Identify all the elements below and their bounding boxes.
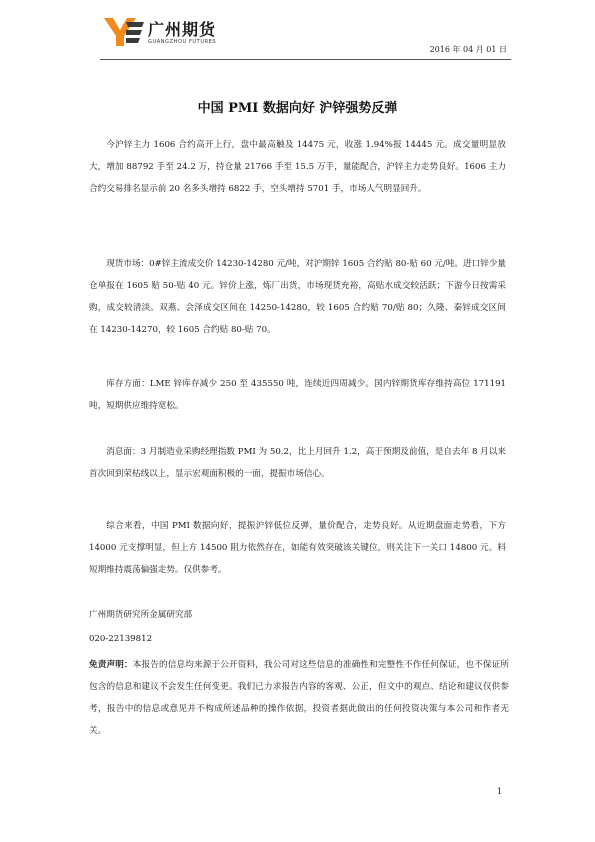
contact-phone: 020-22139812: [89, 634, 153, 644]
disclaimer: [89, 654, 509, 742]
header-divider: [100, 59, 511, 60]
disclaimer-label: 免责声明：: [89, 660, 133, 670]
research-department: 广州期货研究所金属研究部: [89, 610, 193, 620]
brand-name-cn: 广州期货: [148, 20, 217, 39]
report-title: 中国 PMI 数据向好 沪锌强势反弹: [197, 101, 398, 116]
paragraph-market-overview: 今沪锌主力 1606 合约高开上行，盘中最高触及 14475 元，收涨 1.94%报 14445 元。成交量明显放大，增加 88792 手至 24.2 万，持仓量 21766 手至 15.5 万手，量能配合，沪锌主力走势良好。1606 主力合约交易排名显示前 20 名多头增持 6822 手，空头增持 5701 手，市场人气明显回升。: [89, 140, 506, 194]
paragraph-inventory: 库存方面：LME 锌库存减少 250 至 435550 吨，连续近四周减少。国内锌期货库存维持高位 171191 吨，短期供应维持宽松。: [89, 379, 506, 411]
disclaimer-text: 本报告的信息均来源于公开资料，我公司对这些信息的准确性和完整性不作任何保证，也不保证所包含的信息和建议不会发生任何变更。我们已力求报告内容的客观、公正，但文中的观点、结论和建议仅供参考，报告中的信息或意见并不构成所述品种的操作依据，投资者据此做出的任何投资决策与本公司和作者无关。: [89, 660, 509, 736]
paragraph-news: 消息面：3 月制造业采购经理指数 PMI 为 50.2，比上月回升 1.2，高于预期及前值，是自去年 8 月以来首次回到荣枯线以上，显示宏观面积极的一面，提振市场信心。: [89, 447, 506, 479]
paragraph-spot-market: 现货市场：0#锌主流成交价 14230-14280 元/吨，对沪期锌 1605 合约贴 80-贴 60 元/吨。进口锌少量仓单报在 1605 贴 50-贴 40 元。锌价上涨，炼厂出货，市场现货充裕，高贴水成交较活跃；下游今日按需采购，成交较清淡。双燕、会泽成交区间在 14250-14280，较 1605 合约贴 70/贴 80；久隆、秦锌成交区间在 14230-14270，较 1605 合约贴 80-贴 70。: [89, 259, 506, 335]
company-logo: [104, 16, 234, 52]
paragraph-summary: 综合来看，中国 PMI 数据向好，提振沪锌低位反弹，量价配合，走势良好。从近期盘面走势看，下方 14000 元支撑明显，但上方 14500 阻力依然存在，如能有效突破该关键位，则关注下一关口 14800 元。料短期维持震荡偏强走势。仅供参考。: [89, 521, 506, 575]
brand-name-en: GUANGZHOU FUTURES: [148, 39, 217, 45]
logo-mark-icon: [104, 18, 144, 46]
report-date: 2016 年 04 月 01 日: [429, 45, 507, 54]
page-number: 1: [497, 787, 503, 796]
